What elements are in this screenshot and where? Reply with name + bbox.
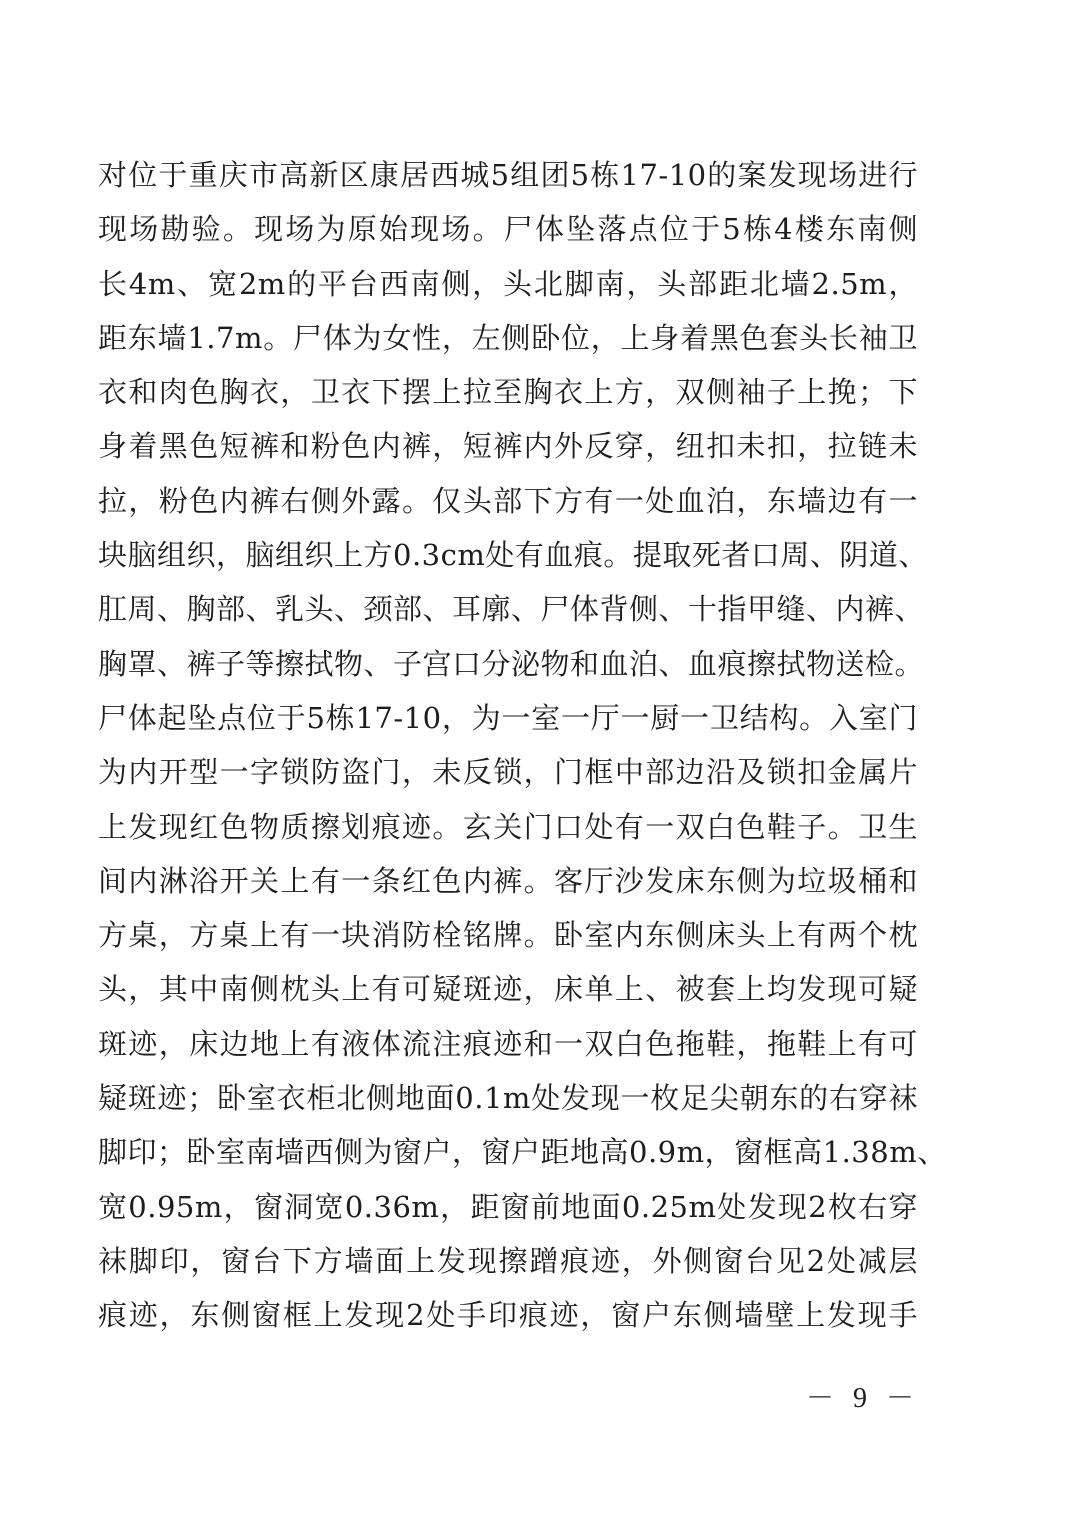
text-line: 斑迹，床边地上有液体流注痕迹和一双白色拖鞋，拖鞋上有可	[98, 1026, 918, 1061]
text-line: 现场勘验。现场为原始现场。尸体坠落点位于5栋4楼东南侧	[98, 212, 918, 247]
text-line: 为内开型一字锁防盗门，未反锁，门框中部边沿及锁扣金属片	[98, 755, 918, 790]
text-line: 身着黑色短裤和粉色内裤，短裤内外反穿，纽扣未扣，拉链未	[98, 429, 918, 464]
text-line: 块脑组织，脑组织上方0.3cm处有血痕。提取死者口周、阴道、	[98, 538, 928, 573]
text-line: 脚印；卧室南墙西侧为窗户，窗户距地高0.9m，窗框高1.38m、	[98, 1135, 947, 1170]
text-line: 胸罩、裤子等擦拭物、子宫口分泌物和血泊、血痕擦拭物送检。	[98, 646, 925, 681]
text-line: 距东墙1.7m。尸体为女性，左侧卧位，上身着黑色套头长袖卫	[98, 320, 918, 355]
text-line: 袜脚印，窗台下方墙面上发现擦蹭痕迹，外侧窗台见2处减层	[98, 1243, 918, 1278]
text-line: 宽0.95m，窗洞宽0.36m，距窗前地面0.25m处发现2枚右穿	[98, 1189, 918, 1224]
text-line: 对位于重庆市高新区康居西城5组团5栋17-10的案发现场进行	[98, 158, 918, 192]
text-line: 间内淋浴开关上有一条红色内裤。客厅沙发床东侧为垃圾桶和	[98, 863, 918, 898]
page-number: － 9 －	[805, 1383, 920, 1414]
text-line: 肛周、胸部、乳头、颈部、耳廓、尸体背侧、十指甲缝、内裤、	[98, 592, 925, 627]
text-line: 衣和肉色胸衣，卫衣下摆上拉至胸衣上方，双侧袖子上挽；下	[98, 375, 918, 410]
text-line: 长4m、宽2m的平台西南侧，头北脚南，头部距北墙2.5m，	[98, 266, 918, 301]
text-line: 尸体起坠点位于5栋17-10，为一室一厅一厨一卫结构。入室门	[98, 700, 918, 735]
text-line: 痕迹，东侧窗框上发现2处手印痕迹，窗户东侧墙壁上发现手	[98, 1298, 918, 1333]
text-line: 拉，粉色内裤右侧外露。仅头部下方有一处血泊，东墙边有一	[98, 483, 918, 518]
body-text	[98, 148, 947, 1343]
text-line: 上发现红色物质擦划痕迹。玄关门口处有一双白色鞋子。卫生	[98, 809, 918, 844]
text-line: 方桌，方桌上有一块消防栓铭牌。卧室内东侧床头上有两个枕	[98, 918, 918, 953]
text-line: 头，其中南侧枕头上有可疑斑迹，床单上、被套上均发现可疑	[98, 972, 918, 1007]
text-line: 疑斑迹；卧室衣柜北侧地面0.1m处发现一枚足尖朝东的右穿袜	[98, 1081, 918, 1116]
